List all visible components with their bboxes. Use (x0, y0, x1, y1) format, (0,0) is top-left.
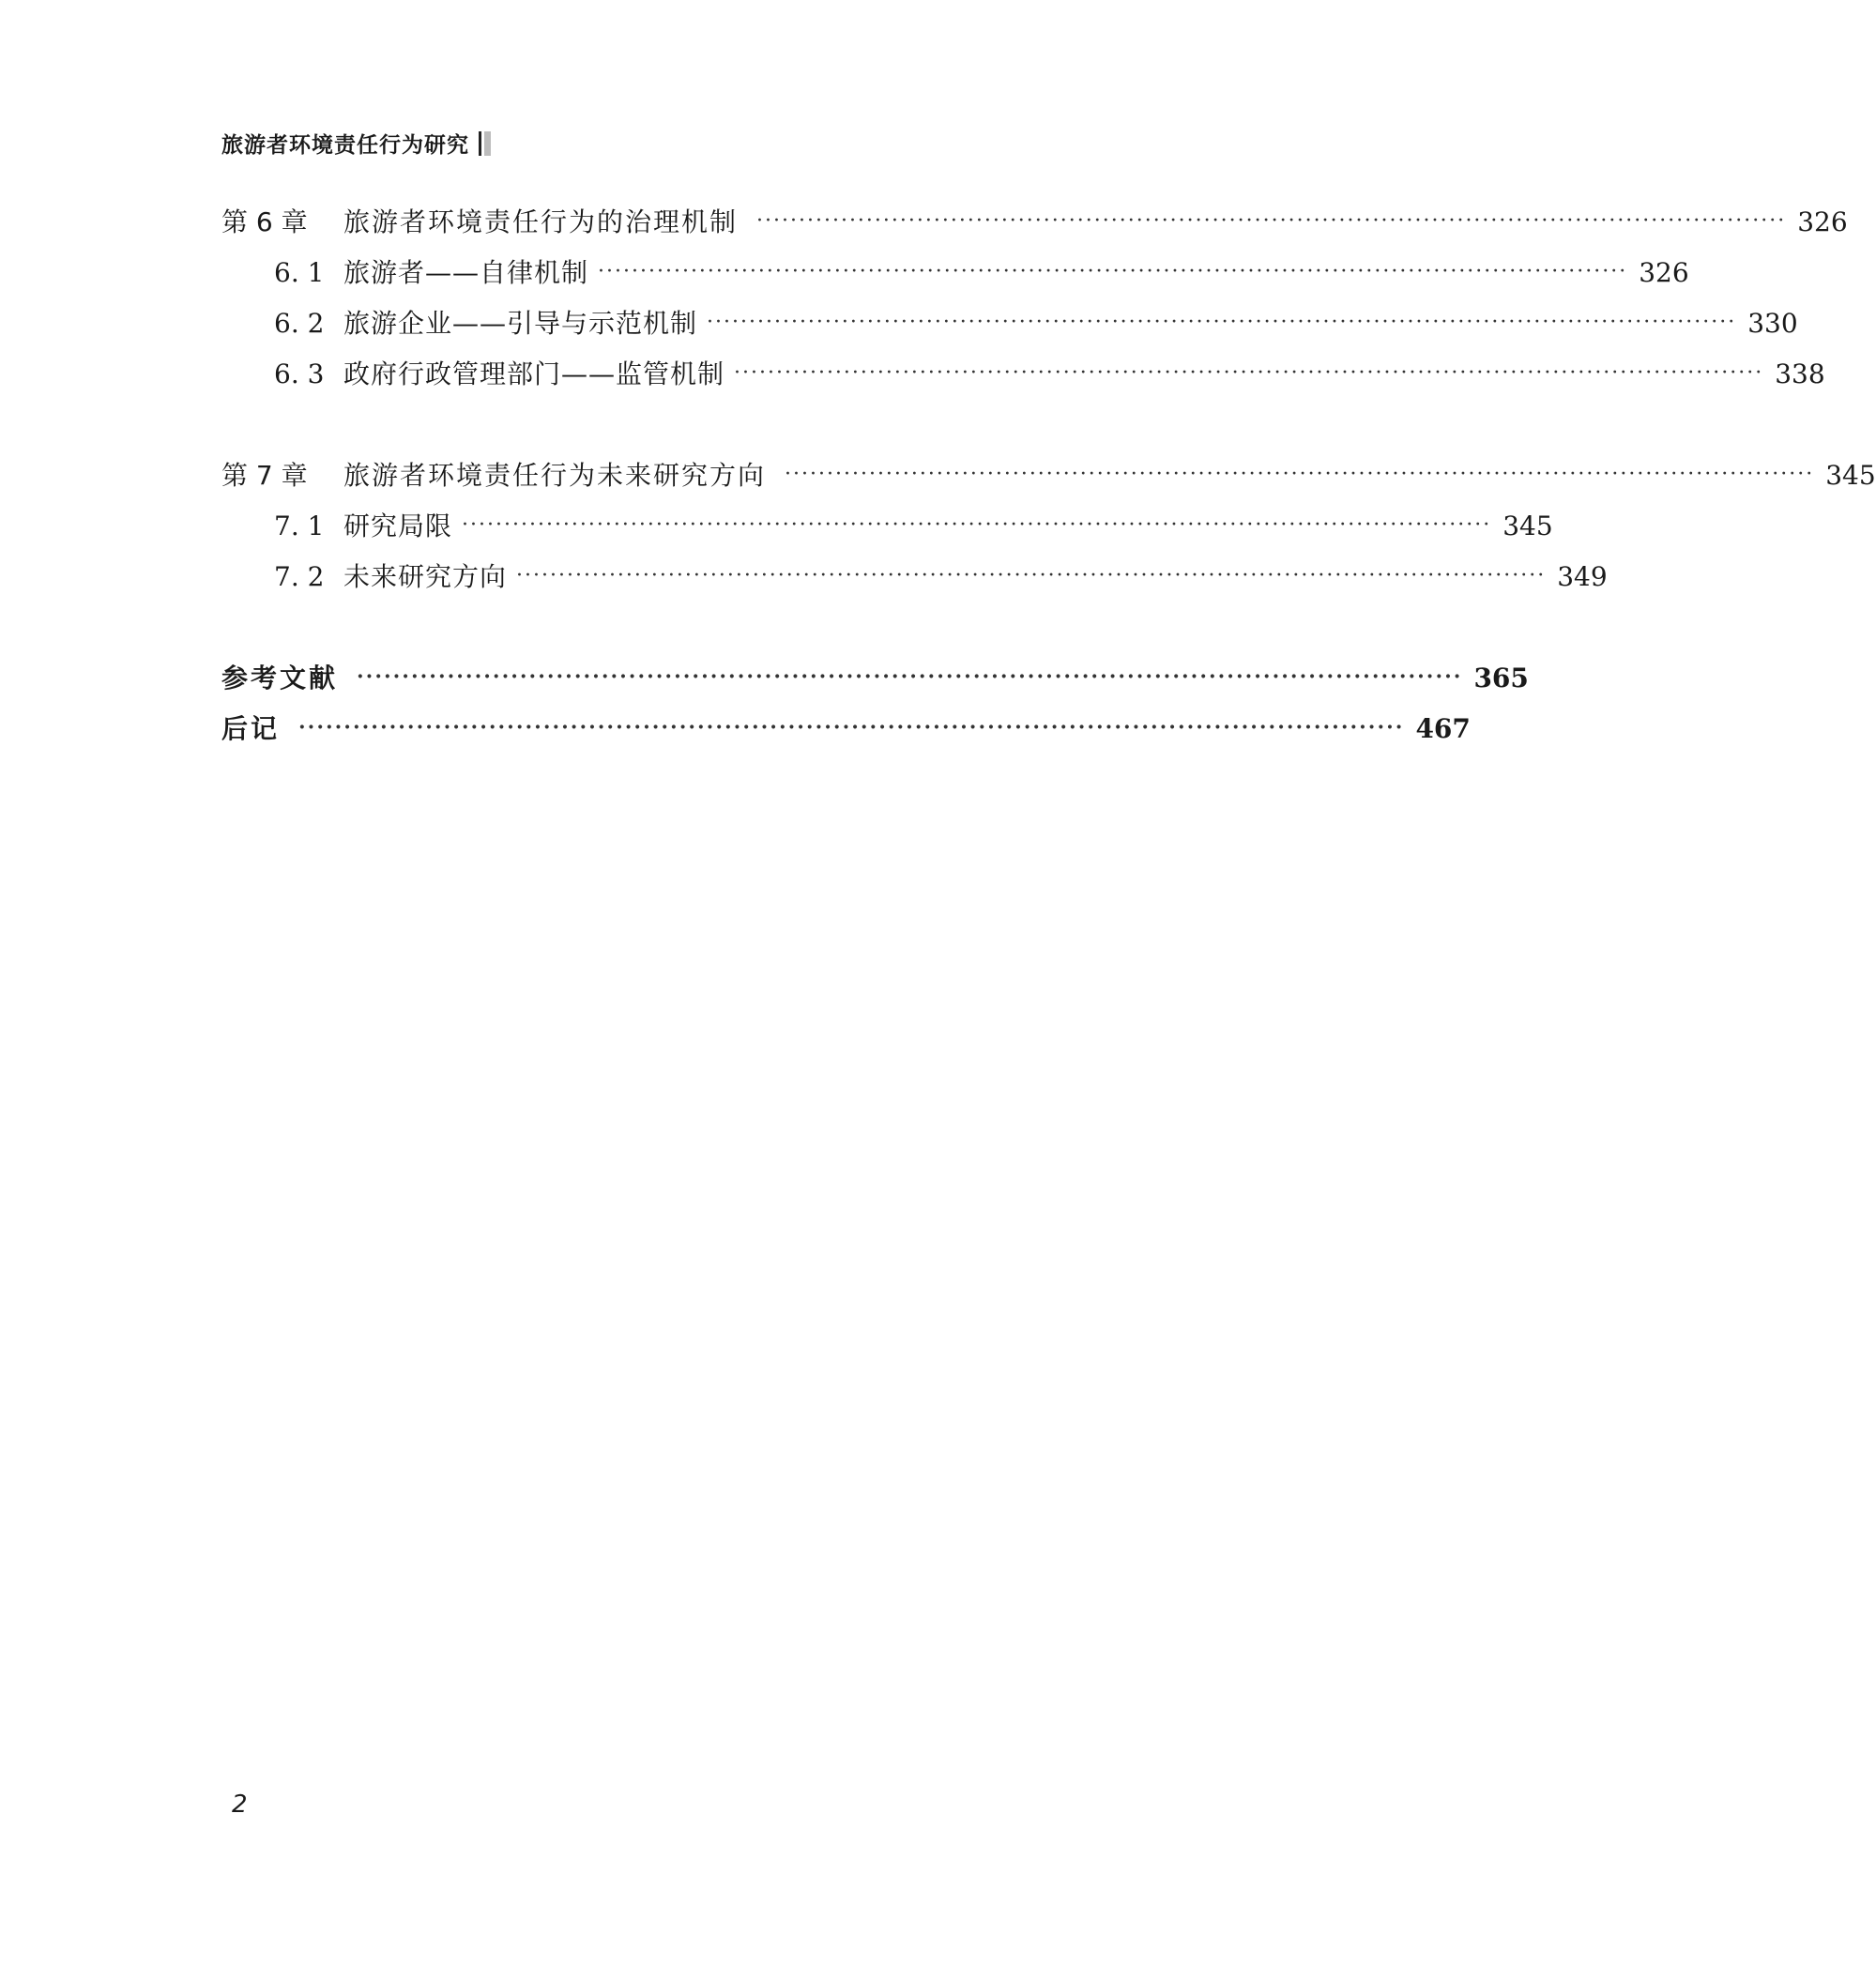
afterword-title: 后记 (221, 713, 281, 744)
header-bar-ornament (479, 131, 491, 156)
section-number: 7. 2 (274, 561, 325, 592)
chapter-page-number: 326 (1797, 206, 1848, 237)
toc-section-entry[interactable] (221, 298, 1798, 349)
section-title: 旅游企业——引导与示范机制 (343, 308, 698, 339)
dot-leader: ·························································································································· (756, 209, 1787, 233)
section-page-number: 338 (1775, 358, 1825, 389)
section-title: 未来研究方向 (343, 561, 508, 592)
header-bar-dark (479, 131, 481, 156)
section-number: 6. 1 (274, 257, 325, 288)
toc-section-entry[interactable] (221, 501, 1553, 552)
section-title: 旅游者——自律机制 (343, 257, 589, 288)
section-number: 7. 1 (274, 511, 325, 541)
section-title: 研究局限 (343, 511, 453, 541)
toc-section-entry[interactable] (221, 349, 1825, 400)
section-title: 政府行政管理部门——监管机制 (343, 358, 725, 389)
dot-leader: ·························································································································· (516, 564, 1547, 587)
running-header-title: 旅游者环境责任行为研究 (221, 133, 469, 158)
toc-chapter-7 (221, 450, 1876, 602)
dot-leader: ·························································································································· (734, 361, 1764, 385)
section-page-number: 326 (1639, 257, 1689, 288)
section-page-number: 345 (1502, 511, 1553, 541)
toc-references-entry[interactable] (221, 653, 1529, 704)
section-page-number: 330 (1747, 308, 1798, 339)
chapter-page-number: 345 (1825, 460, 1876, 491)
table-of-contents (221, 197, 1876, 754)
toc-afterword-entry[interactable] (221, 704, 1471, 754)
dot-leader: ·························································································································· (298, 715, 1405, 739)
toc-backmatter (221, 653, 1529, 754)
chapter-number: 第 6 章 (221, 206, 308, 237)
page-number: 2 (232, 1791, 248, 1819)
dot-leader: ·························································································································· (357, 664, 1463, 689)
chapter-title: 旅游者环境责任行为未来研究方向 (343, 460, 767, 491)
section-page-number: 349 (1557, 561, 1608, 592)
dot-leader: ·························································································································· (707, 311, 1737, 334)
toc-chapter-entry[interactable] (221, 450, 1876, 501)
dot-leader: ·························································································································· (598, 260, 1628, 283)
toc-chapter-entry[interactable] (221, 197, 1848, 248)
afterword-page-number: 467 (1415, 713, 1471, 744)
references-page-number: 365 (1473, 663, 1529, 693)
dot-leader: ·························································································································· (462, 513, 1492, 537)
dot-leader: ·························································································································· (785, 463, 1815, 486)
toc-section-entry[interactable] (221, 248, 1689, 298)
header-bar-light (484, 131, 491, 156)
chapter-title: 旅游者环境责任行为的治理机制 (343, 206, 739, 237)
section-number: 6. 2 (274, 308, 325, 339)
toc-chapter-6 (221, 197, 1848, 400)
chapter-number: 第 7 章 (221, 460, 308, 491)
toc-section-entry[interactable] (221, 552, 1608, 602)
section-number: 6. 3 (274, 358, 325, 389)
running-header (221, 128, 491, 159)
references-title: 参考文献 (221, 663, 339, 693)
